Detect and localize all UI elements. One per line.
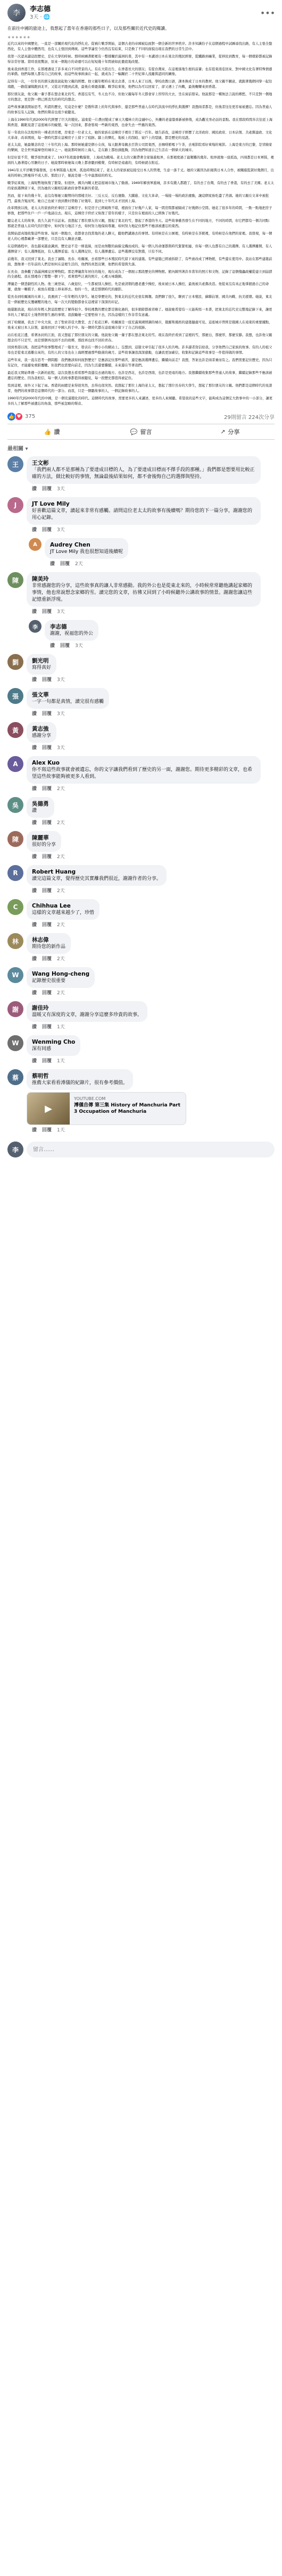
comment-bubble (27, 1001, 147, 1022)
comment-time[interactable]: 3天 (57, 527, 65, 533)
comment-main (27, 572, 261, 615)
comment-bubble (27, 967, 95, 988)
comment-bubble (27, 722, 56, 743)
commenter-avatar[interactable]: W (7, 967, 23, 983)
globe-icon: 🌐 (43, 14, 51, 20)
comment-text: 溫暖又有深度的文章，謝謝分享這麼多珍貴的故事。 (32, 1012, 143, 1018)
comment-time[interactable]: 3天 (57, 745, 65, 751)
commenter-name[interactable]: Audrey Chen (50, 542, 90, 549)
comment-actions (27, 886, 167, 894)
comment-like-button[interactable]: 讚 (32, 527, 37, 533)
comment-reply-button[interactable]: 回覆 (42, 820, 52, 826)
comment-time[interactable]: 3天 (57, 609, 65, 615)
comment-item (7, 1001, 275, 1030)
comment-actions (27, 675, 70, 683)
post-paragraph: 回到香港以後，我把這些故事整理成了一篇長文，發表在一個小小的網站上。沒想到，這篇文章引起了很多人的共鳴。許多讀者寫信給我，分享他們自己家族的故事。有的人的祖父母也是從東北逃難出來的，有的人的父母也在上海經歷過那些動盪的歲月。這些故事讓我深深感動，也讓我更加確信，收集和記錄這些故事是一件值得做的事情。 (7, 346, 272, 355)
commenter-avatar[interactable]: 劉 (7, 654, 23, 670)
comment-bubble (27, 497, 261, 525)
comment-bubble (27, 1035, 80, 1056)
commenter-name[interactable]: JT Love Mily (32, 501, 70, 508)
post-paragraph: 前幾年，我又回到了東北。我去了瀋陽、長春、哈爾濱，去看那些日本殖民時代留下來的建築。有些建築已經被拆除了，有些被改成了博物館，有些還在使用中。我站在那些建築前面，想像著一百年前的人們是如何在這裡生活的，他們的喜怒哀樂，他們的希望與失落。 (7, 257, 272, 266)
post-meta: 3天 · 🌐 (30, 14, 51, 20)
like-reaction-icon: 👍 (7, 413, 15, 421)
comments-section (0, 440, 282, 1163)
link-source: YOUTUBE.COM (74, 1096, 106, 1102)
comment-main (45, 620, 98, 649)
comment-time[interactable]: 3天 (57, 711, 65, 717)
commenter-name[interactable]: 陳麗華 (32, 835, 49, 842)
comment-reply-button[interactable]: 回覆 (60, 643, 70, 649)
commenter-name[interactable]: 陳美玲 (32, 576, 49, 583)
comment-text: 一字一句都是真情，讀完很有感觸 (32, 699, 104, 705)
commenter-name[interactable]: 吳德勇 (32, 801, 49, 808)
comment-text: 你不寫這些故事就會被遺忘，你的文字讓我們看到了歷史的另一面，謝謝您。期待更多精彩的文章，也希望這些故事能夠被更多人看到。 (32, 767, 253, 780)
post-paragraph: 在長春，我參觀了偽滿洲國皇宮博物院。那是溥儀當年居住的地方，現在成為了一個展示那段歷史的博物館。館內陳列著許多當年的照片和文物，記錄了這個傀儡政權從建立到崩潰的全過程。我在那裡待了整整一個下午，看著那些泛黃的照片，心裡五味雜陳。 (7, 270, 272, 279)
comment-reply (29, 538, 275, 567)
commenter-name[interactable]: 謝佳玲 (32, 1005, 49, 1012)
post-paragraph: 這些故事讓我開始思考，所謂的歷史，究竟是什麼？是教科書上的年代與事件，還是那些普通人在時代洪流中的掙扎與選擇？我想兩者都是，但後者往往更容易被遺忘。因為普通人的故事沒有人記錄，他們的聲音也很少被聽見。 (7, 105, 272, 114)
share-count[interactable]: 224次分享 (248, 415, 275, 421)
post-paragraph: 後來我到香港工作，在那裡遇見了許多來自不同背景的人。有在大陸出生、在香港長大的朋友；有從台灣來、在這裡落地生根的前輩；也有從東南亞回來、對中國文化有著特殊情感的華僑。他們每個人都有自己的故事，而這些故事拼湊在一起，就成為了一幅關於二十世紀華人流離與認同的圖像。 (7, 67, 272, 77)
commenter-avatar[interactable]: 吳 (7, 797, 23, 813)
comment-main (45, 538, 128, 567)
comment-time[interactable]: 2天 (57, 854, 65, 860)
comment-share-count (224, 413, 275, 421)
comment-main (27, 456, 261, 492)
comment-actions (27, 709, 109, 717)
comment-like-button[interactable]: 讚 (32, 888, 37, 894)
comment-sort-dropdown[interactable] (7, 444, 275, 452)
comment-item (7, 899, 275, 928)
comment-like-button[interactable]: 讚 (32, 991, 37, 996)
commenter-avatar[interactable]: 陳 (7, 831, 23, 847)
comment-main (27, 831, 70, 860)
comment-reply-button[interactable]: 回覆 (42, 991, 52, 996)
post-body (0, 24, 282, 406)
comment-like-button[interactable]: 讚 (32, 711, 37, 717)
comment-text: 非常感謝您的分享，這些故事真的讓人非常感動。我的外公也是從東北來的，小時候常常聽他講起家鄉的事情，他也常說想念家鄉的雪。讀完您的文章，彷彿又回到了小時候聽外公講故事的情景。謝謝您讓這些記憶重新浮現。 (32, 583, 253, 603)
comment-actions (27, 988, 95, 996)
comment-time[interactable]: 2天 (57, 820, 65, 826)
post-paragraph: 我開始認真地收集這些故事。每到一個地方，我都會去找當地的老人聊天，聽他們講過去的事情。有時候是在公園裡，有時候是在茶館裡，有時候是在他們的家裡。我發現，每一個老人的心裡都藏著一部歷史，只是沒有人願意去聽。 (7, 232, 272, 241)
post-paragraph: 在這個過程中，我也越來越意識到，歷史並不是一條直線，而是由無數的曲線交織而成的。每一個人的命運都與時代緊緊相連，但每一個人也都有自己的選擇。有人選擇離開，有人選擇留下；有人選擇抵抗，有人選擇妥協；有人選擇記住，有人選擇遺忘。這些選擇沒有對錯，只有不同。 (7, 244, 272, 254)
comment-item (7, 1069, 275, 1133)
post-time[interactable]: 3天 (30, 14, 39, 20)
commenter-avatar[interactable]: 謝 (7, 1001, 23, 1017)
comment-actions (27, 852, 70, 860)
comment-like-button[interactable]: 讚 (50, 643, 55, 649)
commenter-avatar[interactable]: 蔡 (7, 1069, 23, 1085)
comment-main (27, 967, 95, 996)
comment-item (7, 933, 275, 962)
comment-time[interactable]: 2天 (57, 786, 65, 792)
comment-like-button[interactable]: 讚 (32, 745, 37, 751)
commenter-name[interactable]: 李志德 (50, 624, 67, 631)
comment-reply-button[interactable]: 回覆 (42, 486, 52, 492)
commenter-avatar[interactable]: A (29, 538, 42, 551)
comment-text: 期待您的新作品 (32, 944, 66, 950)
comment-main (27, 899, 99, 928)
comment-item (7, 1035, 275, 1064)
post-paragraph: 有一年我住在法租界的一棟老洋房裡，房東是一位老太太，她的家族在這棟房子裡住了將近一百年。她告訴我，這棟房子經歷了北洋政府、國民政府、日本佔領、共產黨建政、文化大革命、改革開放，每一個時代都在這棟房子上留下了痕跡。牆上的彈孔、地板上的刮痕、窗戶上的裂縫，都是歷史的見證。 (7, 130, 272, 140)
share-icon: ↗ (220, 428, 226, 435)
comment-reply-button[interactable]: 回覆 (60, 561, 70, 567)
comment-bubble (45, 620, 98, 641)
comment-like-button[interactable]: 讚 (50, 561, 55, 567)
reaction-summary[interactable] (7, 413, 35, 421)
comment-bubble (45, 538, 128, 559)
commenter-avatar[interactable]: 黃 (7, 722, 23, 738)
reaction-count: 375 (25, 414, 36, 420)
chevron-down-icon: ▾ (25, 446, 28, 452)
comment-time[interactable]: 2天 (57, 922, 65, 928)
comment-main (27, 933, 71, 962)
comment-bubble (27, 1069, 133, 1090)
comment-reply-button[interactable]: 回覆 (42, 888, 52, 894)
comment-time[interactable]: 1天 (57, 1059, 65, 1064)
comment-item (7, 967, 275, 996)
comment-text: 深有同感 (32, 1046, 52, 1052)
post-paragraph: 那位朋友說，他父親一輩子都在想念東北的雪。香港沒有雪，冬天也不冷，但他父親每年冬天都會穿上厚厚的大衣，坐在窗前發呆。他說那是一種無法言說的鄉愁，不只是對一個地方的想念，更是對一個已經消失的時代的想念。 (7, 93, 272, 102)
comment-item (7, 797, 275, 826)
thumbs-up-icon: 👍 (44, 428, 52, 435)
love-reaction-icon: ♥ (15, 413, 23, 421)
comment-reply-button[interactable]: 回覆 (42, 527, 52, 533)
commenter-name[interactable]: Wang Hong-cheng (32, 971, 90, 978)
commenter-name[interactable]: Alex Kuo (32, 760, 60, 767)
post-paragraph: 從長春到哈爾濱的火車上，我遇到了一位年輕的大學生。她是學歷史的，對東北的近代史很有興趣。我們聊了很久，聊到了日本殖民、蘇聯佔領、國共內戰、抗美援朝。她說，東北是一個被歷史反覆碾壓的地方，每一次大的變動都會在這裡留下深深的印記。 (7, 295, 272, 305)
comment-text: 感謝分享 (32, 733, 52, 739)
commenter-name[interactable]: 黃志強 (32, 726, 49, 733)
link-title: 溥儀自傳 第三集 History of Manchuria Part 3 Occupation of Manchuria (74, 1103, 180, 1115)
post-paragraph: 然而，接下來的幾十年，並沒有像她父親期待的那樣美好。三反五反、反右運動、大躍進、文化大革命，一場接一場的政治運動，讓這個家族吃盡了苦頭。她的父親在文革中被批鬥，最後含冤而死。她自己也被下放到農村勞動了好幾年，直到七十年代末才回到上海。 (7, 194, 269, 203)
post-paragraph: 改革開放以後，老太太的家族終於拿回了這棟房子。但是房子已經破敗不堪，裡面住了好幾戶人家，每一間房間都被隔成了好幾個小空間。她花了很多年的時間，一點一點地把房子修復，把那些住戶一戶一戶地請出去。現在，這棟房子終於又恢復了當年的樣子，只是住在裡面的人已經換了好幾代。 (7, 206, 272, 216)
comment-time[interactable]: 3天 (57, 677, 65, 683)
comment-actions (27, 954, 71, 962)
comment-main (27, 756, 261, 792)
post-paragraph: 近代以來的中國歷史，一直是一部關於現代化的掙扎史。從鴉片戰爭開始，這個古老的帝國被迫面對一個全新的世界秩序。許多知識份子在這個過程中試圖尋找出路，有人主張全盤西化，有人主張中體西用，也有人主張回到傳統。這些爭論至今仍然沒有結束，只是換了不同的面貌出現在我們的日常生活中。 (7, 41, 272, 51)
comment-list (7, 456, 275, 1133)
comment-actions (27, 920, 99, 928)
comment-time[interactable]: 2天 (57, 888, 65, 894)
comment-bubble (27, 756, 261, 784)
post-header (0, 0, 282, 24)
comment-like-button[interactable]: 讚 (32, 677, 37, 683)
comment-item (7, 456, 275, 492)
comment-text: 很好的分享 (32, 842, 56, 848)
commenter-avatar[interactable]: J (7, 497, 23, 513)
comment-actions (27, 1056, 80, 1064)
write-comment-row (7, 1138, 275, 1163)
post-card (0, 0, 282, 1163)
comment-like-button[interactable]: 讚 (32, 1059, 37, 1064)
comment-main (27, 1069, 186, 1133)
commenter-name[interactable]: 蔡明哲 (32, 1073, 49, 1080)
comment-bubble (27, 865, 167, 886)
comment-bubble (27, 831, 61, 852)
comment-main (27, 1035, 80, 1064)
comment-item (7, 722, 275, 751)
commenter-avatar[interactable]: C (7, 899, 23, 915)
commenter-avatar[interactable]: 李 (29, 620, 42, 633)
post-paragraph: 站在松花江邊，看著冰封的江面，我又想起了那位朋友的父親。他說他父親一輩子都在想念東北的雪。現在我終於看到了這裡的雪，那麼白，那麼厚，那麼安靜。我想，也許他父親想念的不只是雪，而是那個再也回不去的故鄉，那段再也找不回的青春。 (7, 333, 272, 342)
comment-item (7, 654, 275, 683)
comment-text: 推薦大家看看溥儀的紀錄片，很有參考價值。 (32, 1080, 128, 1086)
comment-reply-button[interactable]: 回覆 (42, 854, 52, 860)
comment-text: 寫得真好 (32, 665, 52, 671)
comment-reply-button[interactable]: 回覆 (42, 1025, 52, 1030)
comment-item (7, 865, 275, 894)
comment-like-button[interactable]: 讚 (32, 609, 37, 615)
comment-text: JT Love Mily 我也很想知道後續呢 (50, 549, 123, 555)
commenter-avatar[interactable]: A (7, 756, 23, 772)
comment-main (27, 797, 70, 826)
comment-like-button[interactable]: 讚 (32, 922, 37, 928)
comment-item (7, 831, 275, 860)
commenter-avatar[interactable]: 林 (7, 933, 23, 949)
commenter-avatar[interactable]: W (7, 1035, 23, 1051)
comment-bubble (27, 899, 99, 920)
comment-bubble (27, 572, 261, 607)
comment-icon: 💬 (130, 428, 138, 435)
comment-reply (29, 620, 275, 649)
post-paragraphs (7, 41, 275, 407)
comment-main (27, 722, 70, 751)
comment-reply-button[interactable]: 回覆 (42, 1128, 52, 1134)
post-paragraph: 1990年代到2000年代的中國，是一個充滿變化的時代。這個時代的故事，需要更多的人來講述，更多的人來傾聽。希望我的這些文字，能夠成為這個宏大敘事中的一小部分，讓更多的人了解那些被遺忘的角落，那些被忽略的聲音。 (7, 396, 273, 406)
post-paragraph: 她還跟我說，現在的年輕人對這段歷史了解得很少。學校裡教的歷史都是簡化過的，很多細節都被省略了。她說她希望有一天能夠寫一本書，把東北的近代史完整地記錄下來，讓更多的人了解這片土地曾經發生過的事情。我鼓勵她一定要堅持下去，因為這樣的工作非常有意義。 (7, 307, 272, 317)
comment-reply-button[interactable]: 回覆 (42, 609, 52, 615)
comment-reply-button[interactable]: 回覆 (42, 1059, 52, 1064)
author-name[interactable]: 李志德 (30, 5, 51, 13)
comment-text: 「我們兩人都不是那種為了要達成目標的人，為了要達成目標而不擇手段的那種。」我們都是想要用比較正確的方法，做比較好的事情，無論最後結果如何，都不會後悔自己的選擇與堅持。 (32, 467, 255, 480)
comment-time[interactable]: 1天 (57, 1025, 65, 1030)
post-paragraph: 最近我又開始準備一次新的旅程，這次我想去看看那些我還沒去過的地方。也許是西北，也許是西南，也許是更遠的地方。我想繼續收集那些普通人的故事，繼續記錄那些不應該被遺忘的歷史。因為我相信，每一個人的故事都值得被聽見，每一段歷史都值得被記住。 (7, 371, 272, 380)
post-paragraph: 但是好景不常，戰爭很快就來了。1937年淞滬會戰爆發，上海成為戰場。老太太的父親帶著全家躲進租界，在那裡度過了最艱難的幾年。租界就像一座孤島，四周都是日本軍隊，裡面的人過著提心吊膽的日子。她說那時候她每天晚上都會聽到槍聲，有時候是遠處的，有時候就在附近。 (7, 156, 274, 165)
commenter-name[interactable]: Wenming Cho (32, 1039, 76, 1046)
comment-like-button[interactable]: 讚 (32, 854, 37, 860)
video-play-icon: ▶ (27, 1093, 70, 1125)
comment-item (7, 756, 275, 792)
write-comment-input[interactable] (27, 1142, 275, 1157)
comment-like-button[interactable]: 讚 (32, 786, 37, 792)
comment-actions (27, 484, 261, 492)
comment-main (27, 497, 261, 533)
more-horizontal-icon[interactable]: ••• (260, 7, 276, 18)
comment-bubble (27, 654, 56, 675)
post-paragraph: 我第一次認真讀這段歷史，是在大學的時候。那時候圖書館裡有一整排關於滿洲的書，其中有一本講述日本在東北的殖民經營，從鐵路到礦業，從移民到教育，每一個環節都被記錄得非常仔細。當時我很驚訝，原來一個地方的命運可以在短短幾十年間被如此徹底地改變。 (7, 54, 272, 64)
post-paragraph: 到了哈爾濱，我去了中央大街，去了聖索菲亞大教堂，去了松花江畔。哈爾濱是一座充滿異國情調的城市，俄羅斯風格的建築隨處可見。這座城市曾經是俄國人在遠東的重要據點，後來又被日本人佔領，最後回到了中國人的手中。每一個時代都在這座城市留下了自己的痕跡。 (7, 320, 272, 330)
comment-text: 讀完這篇文章，覺得歷史其實離我們很近，謝謝作者的分享。 (32, 876, 162, 882)
post-divider: ＊＊＊＊＊＊ (7, 36, 31, 39)
comment-time[interactable]: 2天 (75, 561, 83, 567)
comment-time[interactable]: 2天 (57, 956, 65, 962)
comment-actions (45, 641, 98, 649)
comment-reply-button[interactable]: 回覆 (42, 677, 52, 683)
post-paragraph: 戰爭結束後，上海短暫地恢復了繁榮。但很快，國共內戰又把這座城市拖入了動盪。1949年解放軍進城，許多有錢人都跑了，有的去了台灣，有的去了香港，有的去了美國。老太太的家族選擇留下來，因為她的父親相信新政府會帶來新的希望。 (7, 181, 274, 190)
like-label: 讚 (54, 429, 60, 436)
comment-like-button[interactable]: 讚 (32, 1128, 37, 1134)
comment-main (27, 1001, 147, 1030)
comment-reply-button[interactable]: 回覆 (42, 922, 52, 928)
commenter-avatar[interactable]: 王 (7, 456, 23, 472)
action-bar (7, 424, 275, 440)
commenter-avatar[interactable]: 張 (7, 688, 23, 704)
comment-like-button[interactable]: 讚 (32, 486, 37, 492)
comment-main (27, 654, 70, 683)
comment-bubble (27, 797, 54, 818)
comment-reply-button[interactable]: 回覆 (42, 956, 52, 962)
commenter-name[interactable]: 王文彬 (32, 460, 49, 467)
comment-text: 謝謝，祝福您的外公 (50, 631, 94, 637)
comment-actions (27, 784, 261, 792)
comment-time[interactable]: 2天 (57, 991, 65, 996)
commenter-name[interactable]: 張文華 (32, 692, 49, 699)
comment-button[interactable] (96, 424, 185, 439)
comment-bubble (27, 688, 109, 709)
comment-bubble (27, 456, 261, 484)
comment-like-button[interactable]: 讚 (32, 956, 37, 962)
post-paragraph: 寫到這裡，窗外又下起了雨。香港的雨總是來得很突然，去得也很突然。我想起了那位上海的老太太，想起了那位長春的大學生，想起了那位朋友的父親。他們都是這個時代的見證者，他們的故事都是這個時代的一部分。而我，只是一個聽故事的人，一個記錄故事的人。 (7, 383, 272, 393)
comment-like-button[interactable]: 讚 (32, 1025, 37, 1030)
link-preview-card[interactable] (27, 1092, 186, 1125)
comment-actions (27, 1125, 186, 1133)
comment-item (7, 572, 275, 615)
comment-reply-button[interactable]: 回覆 (42, 711, 52, 717)
commenter-avatar[interactable]: R (7, 865, 23, 881)
comment-time[interactable]: 3天 (75, 643, 83, 649)
post-stats (0, 408, 282, 424)
comment-actions (45, 559, 128, 567)
comment-actions (27, 607, 261, 615)
comment-actions (27, 818, 70, 826)
comment-reply-button[interactable]: 回覆 (42, 745, 52, 751)
comment-item (7, 688, 275, 717)
post-paragraph: 聽完老太太的故事，我久久說不出話來。我想起了那位朋友的父親，想起了東北的雪，想起了香港的冬天。這些故事雖然發生在不同的地方，不同的時間，但它們都有一個共同點：那就是普通人在時代的巨變中，如何努力地活下去，如何努力地保持尊嚴，如何努力地記住那些不應該被遺忘的東西。 (7, 219, 272, 229)
commenter-name[interactable]: 劉光明 (32, 658, 49, 665)
post-paragraph: 上海在1990年代到2000年代經歷了巨大的變化。浦東從一片農田變成了摩天大樓林立的金融中心，外灘的老建築重新被修復，成為觀光客必訪的景點。我在那段時間多次往返上海與香港，親眼見證了這座城市的蛻變。每一次回來，都會發現一些新的東西，也會失去一些舊的東西。 (7, 118, 273, 127)
comment-text: 好喜歡這篇文章，讀起來非常有感觸。請問這位老太太的故事有後續嗎？期待您的下一篇分享，謝謝您的用心記錄。 (32, 508, 253, 521)
post-paragraph: 老太太說，她最懷念的是三十年代的上海。那時候她還是個小女孩，每天跟著母親去百貨公司買東西，去咖啡館喝下午茶，去電影院看好萊塢的電影。上海是東方的巴黎，是冒險家的樂園，是全世界最摩登的城市之一。她說那時候的上海人，走在路上都抬頭挺胸，因為他們知道自己生活在一個偉大的城市。 (7, 143, 272, 153)
author-avatar[interactable]: 李 (7, 4, 26, 22)
comment-actions (27, 1022, 147, 1030)
commenter-name[interactable]: Chihhua Lee (32, 903, 71, 910)
comment-main (27, 688, 109, 717)
comment-text: 記錄歷史很重要 (32, 978, 66, 984)
commenter-avatar[interactable]: 陳 (7, 572, 23, 588)
post-lead: 在前往中國的旅途上，我想起了當年在香港的那些日子，以及那些關於近代史的閱讀。 (7, 26, 169, 31)
post-paragraph: 這些年來，我一直在思考一個問題：我們應該如何面對歷史？是應該記住那些痛苦，還是應該選擇遺忘，繼續向前走？我想，答案也許是兩者兼而有之。我們需要記住歷史，因為只有記住，才能避免重蹈覆轍。但我們也需要向前走，因為生活還要繼續，未來還在等著我們。 (7, 358, 272, 368)
comment-bubble (27, 933, 71, 954)
comment-time[interactable]: 1天 (57, 1128, 65, 1134)
comment-time[interactable]: 3天 (57, 486, 65, 492)
comment-actions (27, 743, 70, 751)
comment-main (27, 865, 167, 894)
comment-label: 留言 (140, 429, 152, 436)
comment-count[interactable]: 29則留言 (223, 415, 247, 421)
like-button[interactable] (7, 424, 96, 439)
sort-label: 最相關 (7, 446, 23, 452)
post-paragraph: 1941年太平洋戰爭爆發後，日本軍隊進入租界，孤島時期結束了。老太太的家族被迫接受日本人的管理，生意一落千丈。她的父親因為拒絕與日本人合作，被關進監獄好幾個月，出來的時候已經瘦得不成人形。那段日子，她說是她一生中最黑暗的時光。 (7, 169, 274, 178)
comment-text: 讚 (32, 808, 37, 814)
share-label: 分享 (228, 429, 240, 436)
current-user-avatar: 李 (7, 1142, 23, 1157)
share-button[interactable] (186, 424, 275, 439)
comment-text: 這樣的文章越來越少了，珍惜 (32, 910, 95, 916)
post-paragraph: 記得有一次，一位年長的朋友跟我說起他父親的經歷。他父親年輕時在東北念書，日本人來了以後，學校改教日語，課本換成了日本的教材。他父親不願意，就跟著幾個同學一起往南跑，一路從瀋陽跑到北平，又從北平跑到武漢，最後在重慶落腳。戰爭結束後，他們以為可以回家了，卻又遇上了內戰，最後輾轉來到香港。 (7, 80, 272, 89)
commenter-name[interactable]: 林志偉 (32, 937, 49, 944)
comment-like-button[interactable]: 讚 (32, 820, 37, 826)
comment-reply-button[interactable]: 回覆 (42, 786, 52, 792)
comment-item (7, 497, 275, 533)
commenter-name[interactable]: Robert Huang (32, 869, 76, 876)
link-info (70, 1093, 186, 1125)
author-block (30, 5, 261, 21)
comment-actions (27, 525, 261, 533)
post-paragraph: 溥儀是一個悲劇性的人物。他三歲登基，六歲退位，一生都被別人操控。先是被清朝的遺老遺少操控，後來被日本人操控，最後被共產黨改造。他從來沒有真正地掌握過自己的命運，就像一顆棋子，被放在棋盤上移來移去。他的一生，就是那個時代的縮影。 (7, 282, 269, 292)
